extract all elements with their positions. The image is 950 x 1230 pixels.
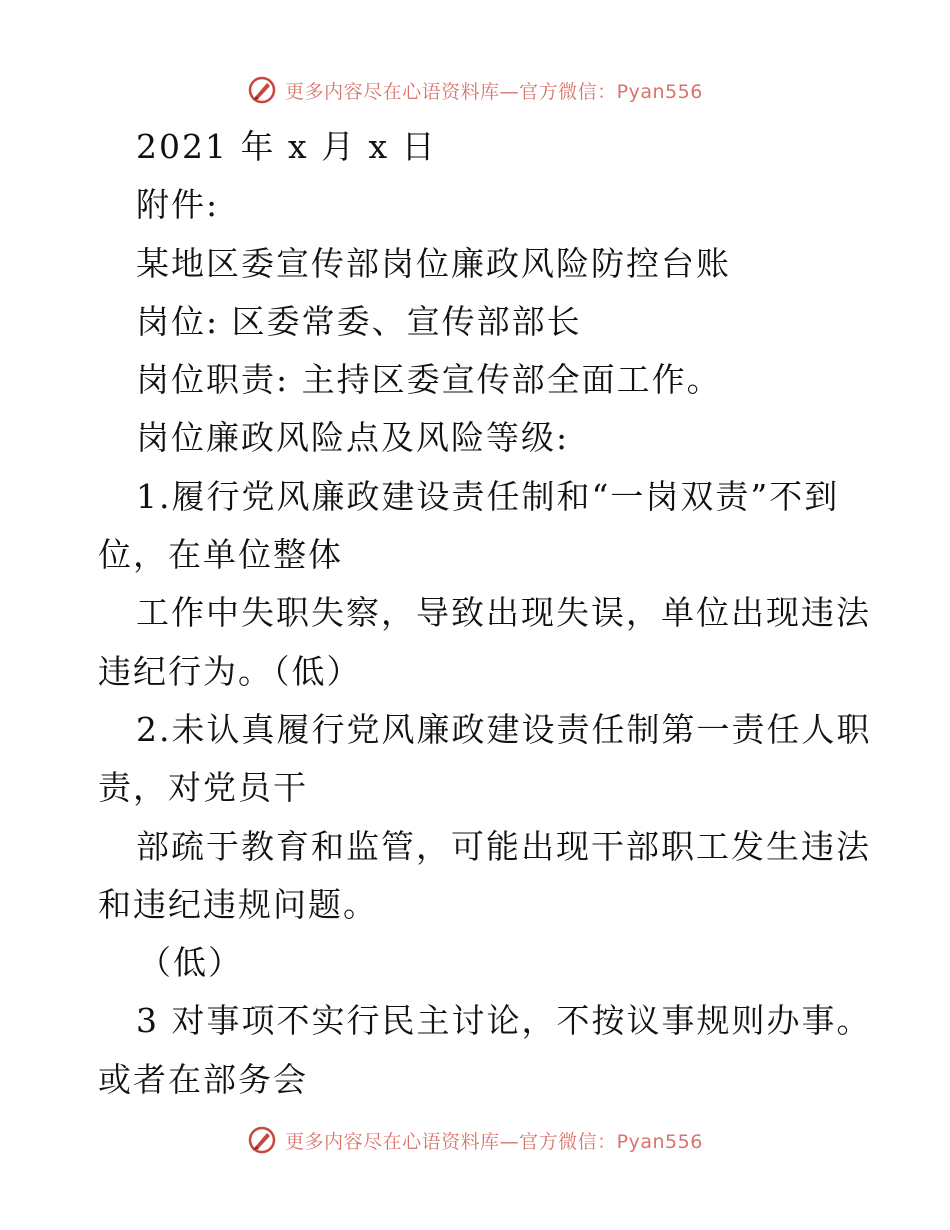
watermark-text: 更多内容尽在心语资料库—官方微信：Pyan556 — [285, 1130, 703, 1153]
doc-risk-heading: 岗位廉政风险点及风险等级: — [136, 418, 570, 458]
doc-paragraph-line: 1.履行党风廉政建设责任制和“一岗双责”不到 — [136, 476, 840, 516]
watermark-text: 更多内容尽在心语资料库—官方微信：Pyan556 — [285, 80, 703, 103]
doc-position: 岗位: 区委常委、宣传部部长 — [136, 301, 582, 341]
doc-duties: 岗位职责: 主持区委宣传部全面工作。 — [136, 360, 722, 400]
doc-paragraph-line: 3 对事项不实行民主讨论，不按议事规则办事。 — [136, 1001, 872, 1041]
doc-paragraph-line: 或者在部务会 — [98, 1059, 308, 1099]
footer-watermark — [0, 1120, 950, 1160]
doc-paragraph-line: 工作中失职失察，导致出现失误，单位出现违法 — [136, 593, 871, 633]
doc-paragraph-line: 违纪行为。（低） — [98, 651, 362, 691]
doc-paragraph-line: 责，对党员干 — [98, 768, 308, 808]
doc-title: 某地区委宣传部岗位廉政风险防控台账 — [136, 243, 731, 283]
document-body — [98, 118, 872, 1109]
doc-attachment-label: 附件: — [136, 185, 220, 225]
doc-paragraph-line: 位，在单位整体 — [98, 535, 343, 575]
pen-quill-logo-icon — [247, 1125, 277, 1155]
doc-paragraph-line: 部疏于教育和监管，可能出现干部职工发生违法 — [136, 826, 871, 866]
doc-paragraph-line: （低） — [138, 943, 243, 983]
doc-date-line: 2021 年 x 月 x 日 — [136, 127, 437, 166]
header-watermark — [0, 70, 950, 110]
pen-quill-logo-icon — [247, 75, 277, 105]
doc-paragraph-line: 2.未认真履行党风廉政建设责任制第一责任人职 — [136, 709, 872, 749]
doc-paragraph-line: 和违纪违规问题。 — [98, 884, 378, 924]
